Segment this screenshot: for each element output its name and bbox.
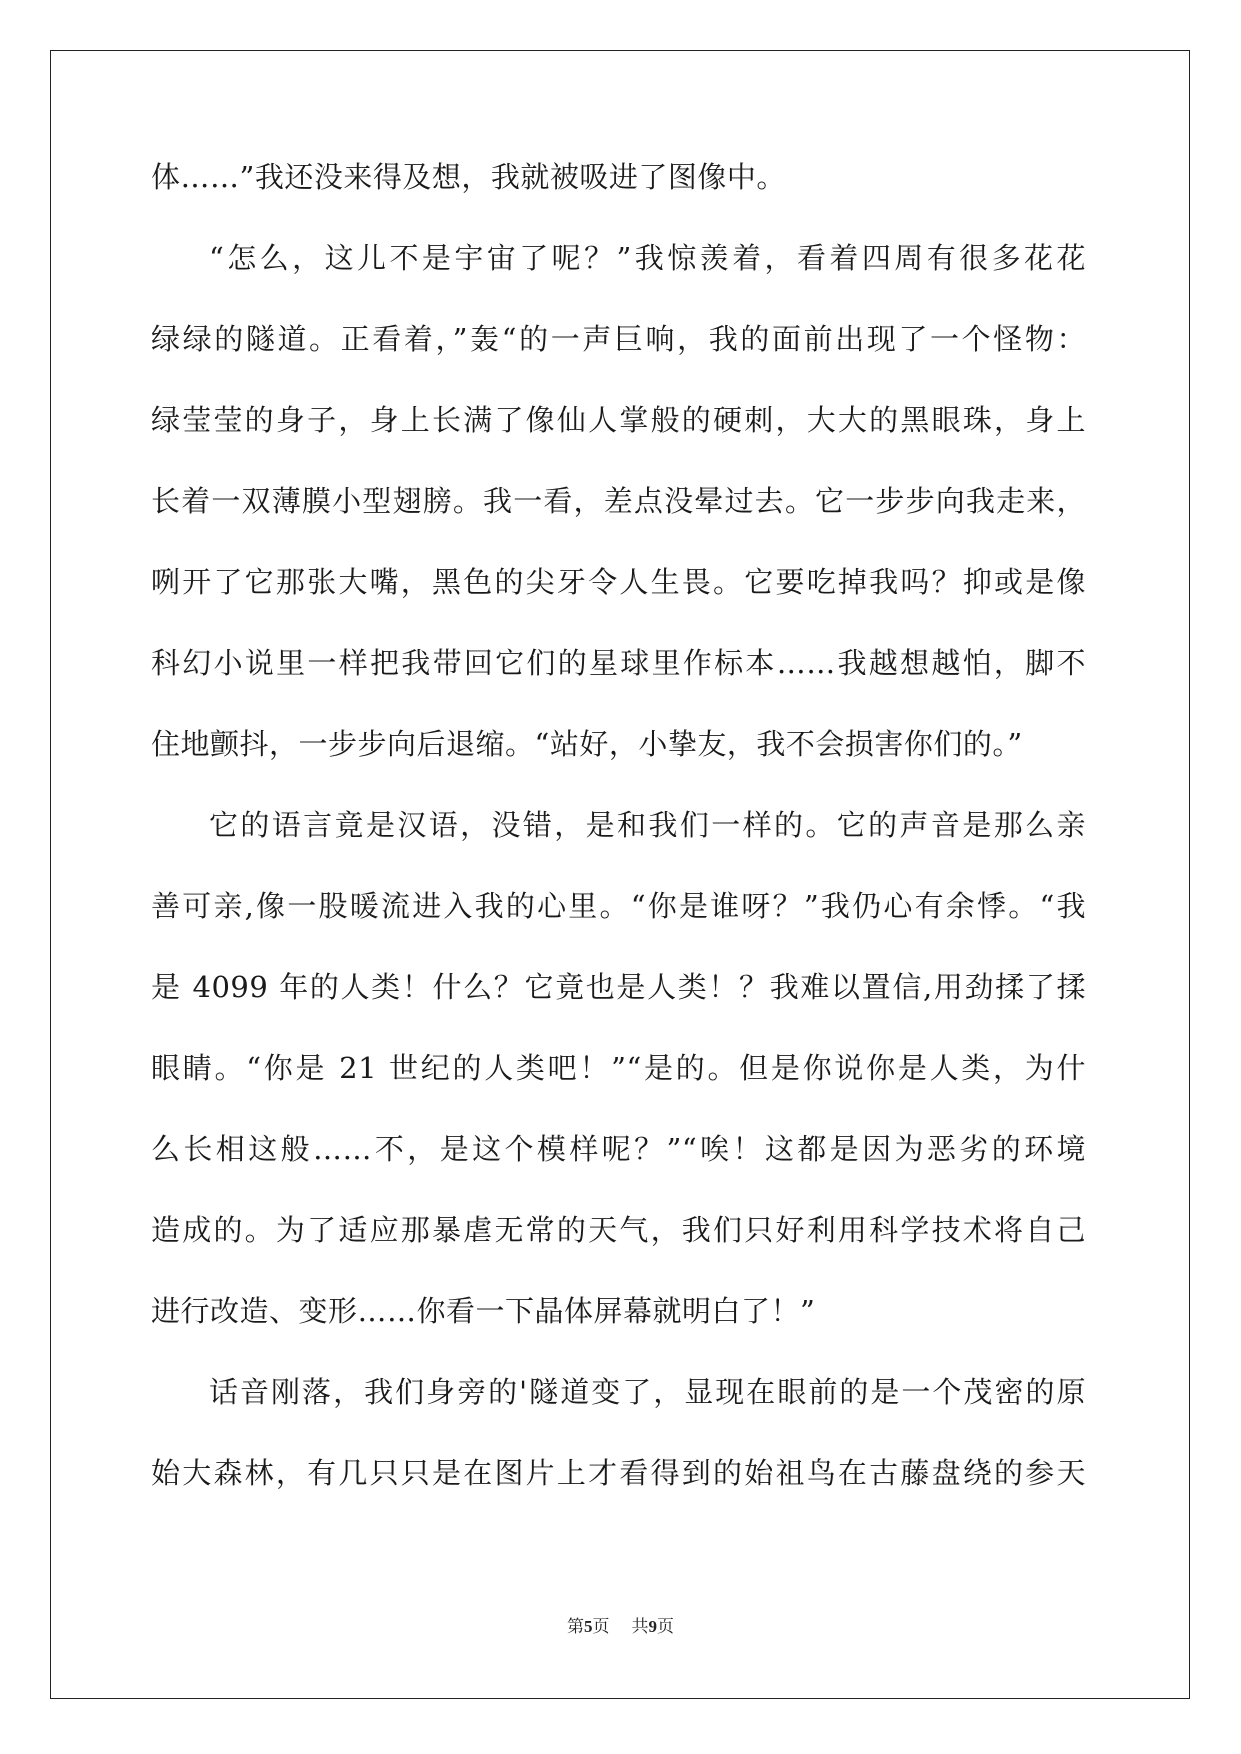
page-label-prefix: 第 xyxy=(567,1617,584,1637)
text-line-13: 么长相这般……不，是这个模样呢？”“唉！这都是因为恶劣的环境 xyxy=(151,1132,1086,1166)
total-label-suffix: 页 xyxy=(657,1617,674,1637)
page-label-suffix: 页 xyxy=(592,1617,610,1637)
text-line-4: 绿莹莹的身子，身上长满了像仙人掌般的硬刺，大大的黑眼珠，身上 xyxy=(151,403,1086,437)
text-line-10: 善可亲,像一股暖流进入我的心里。“你是谁呀？”我仍心有余悸。“我 xyxy=(151,889,1086,923)
document-body xyxy=(151,160,1086,1537)
text-line-9: 它的语言竟是汉语，没错，是和我们一样的。它的声音是那么亲 xyxy=(209,808,1086,842)
total-page-number: 9 xyxy=(648,1617,657,1636)
text-line-14: 造成的。为了适应那暴虐无常的天气，我们只好利用科学技术将自己 xyxy=(151,1213,1086,1247)
current-page-number: 5 xyxy=(584,1617,593,1636)
text-line-7: 科幻小说里一样把我带回它们的星球里作标本……我越想越怕，脚不 xyxy=(151,646,1086,680)
text-line-16: 话音刚落，我们身旁的'隧道变了，显现在眼前的是一个茂密的原 xyxy=(209,1375,1086,1409)
text-line-6: 咧开了它那张大嘴，黑色的尖牙令人生畏。它要吃掉我吗？抑或是像 xyxy=(151,565,1086,599)
text-line-5: 长着一双薄膜小型翅膀。我一看，差点没晕过去。它一步步向我走来， xyxy=(151,484,1086,518)
text-line-3: 绿绿的隧道。正看着，”轰“的一声巨响，我的面前出现了一个怪物： xyxy=(151,322,1086,356)
text-line-17: 始大森林，有几只只是在图片上才看得到的始祖鸟在古藤盘绕的参天 xyxy=(151,1456,1086,1490)
text-line-11: 是 4099 年的人类！什么？它竟也是人类！？我难以置信,用劲揉了揉 xyxy=(151,970,1086,1004)
text-line-2: “怎么，这儿不是宇宙了呢？”我惊羡着，看着四周有很多花花 xyxy=(209,241,1086,275)
text-line-1: 体……”我还没来得及想，我就被吸进了图像中。 xyxy=(151,160,786,194)
text-line-8: 住地颤抖，一步步向后退缩。“站好，小挚友，我不会损害你们的。” xyxy=(151,727,1023,761)
page-footer xyxy=(0,1612,1241,1637)
text-line-12: 眼睛。“你是 21 世纪的人类吧！”“是的。但是你说你是人类，为什 xyxy=(151,1051,1086,1085)
total-label-prefix: 共 xyxy=(631,1617,649,1637)
text-line-15: 进行改造、变形……你看一下晶体屏幕就明白了！” xyxy=(151,1294,816,1328)
